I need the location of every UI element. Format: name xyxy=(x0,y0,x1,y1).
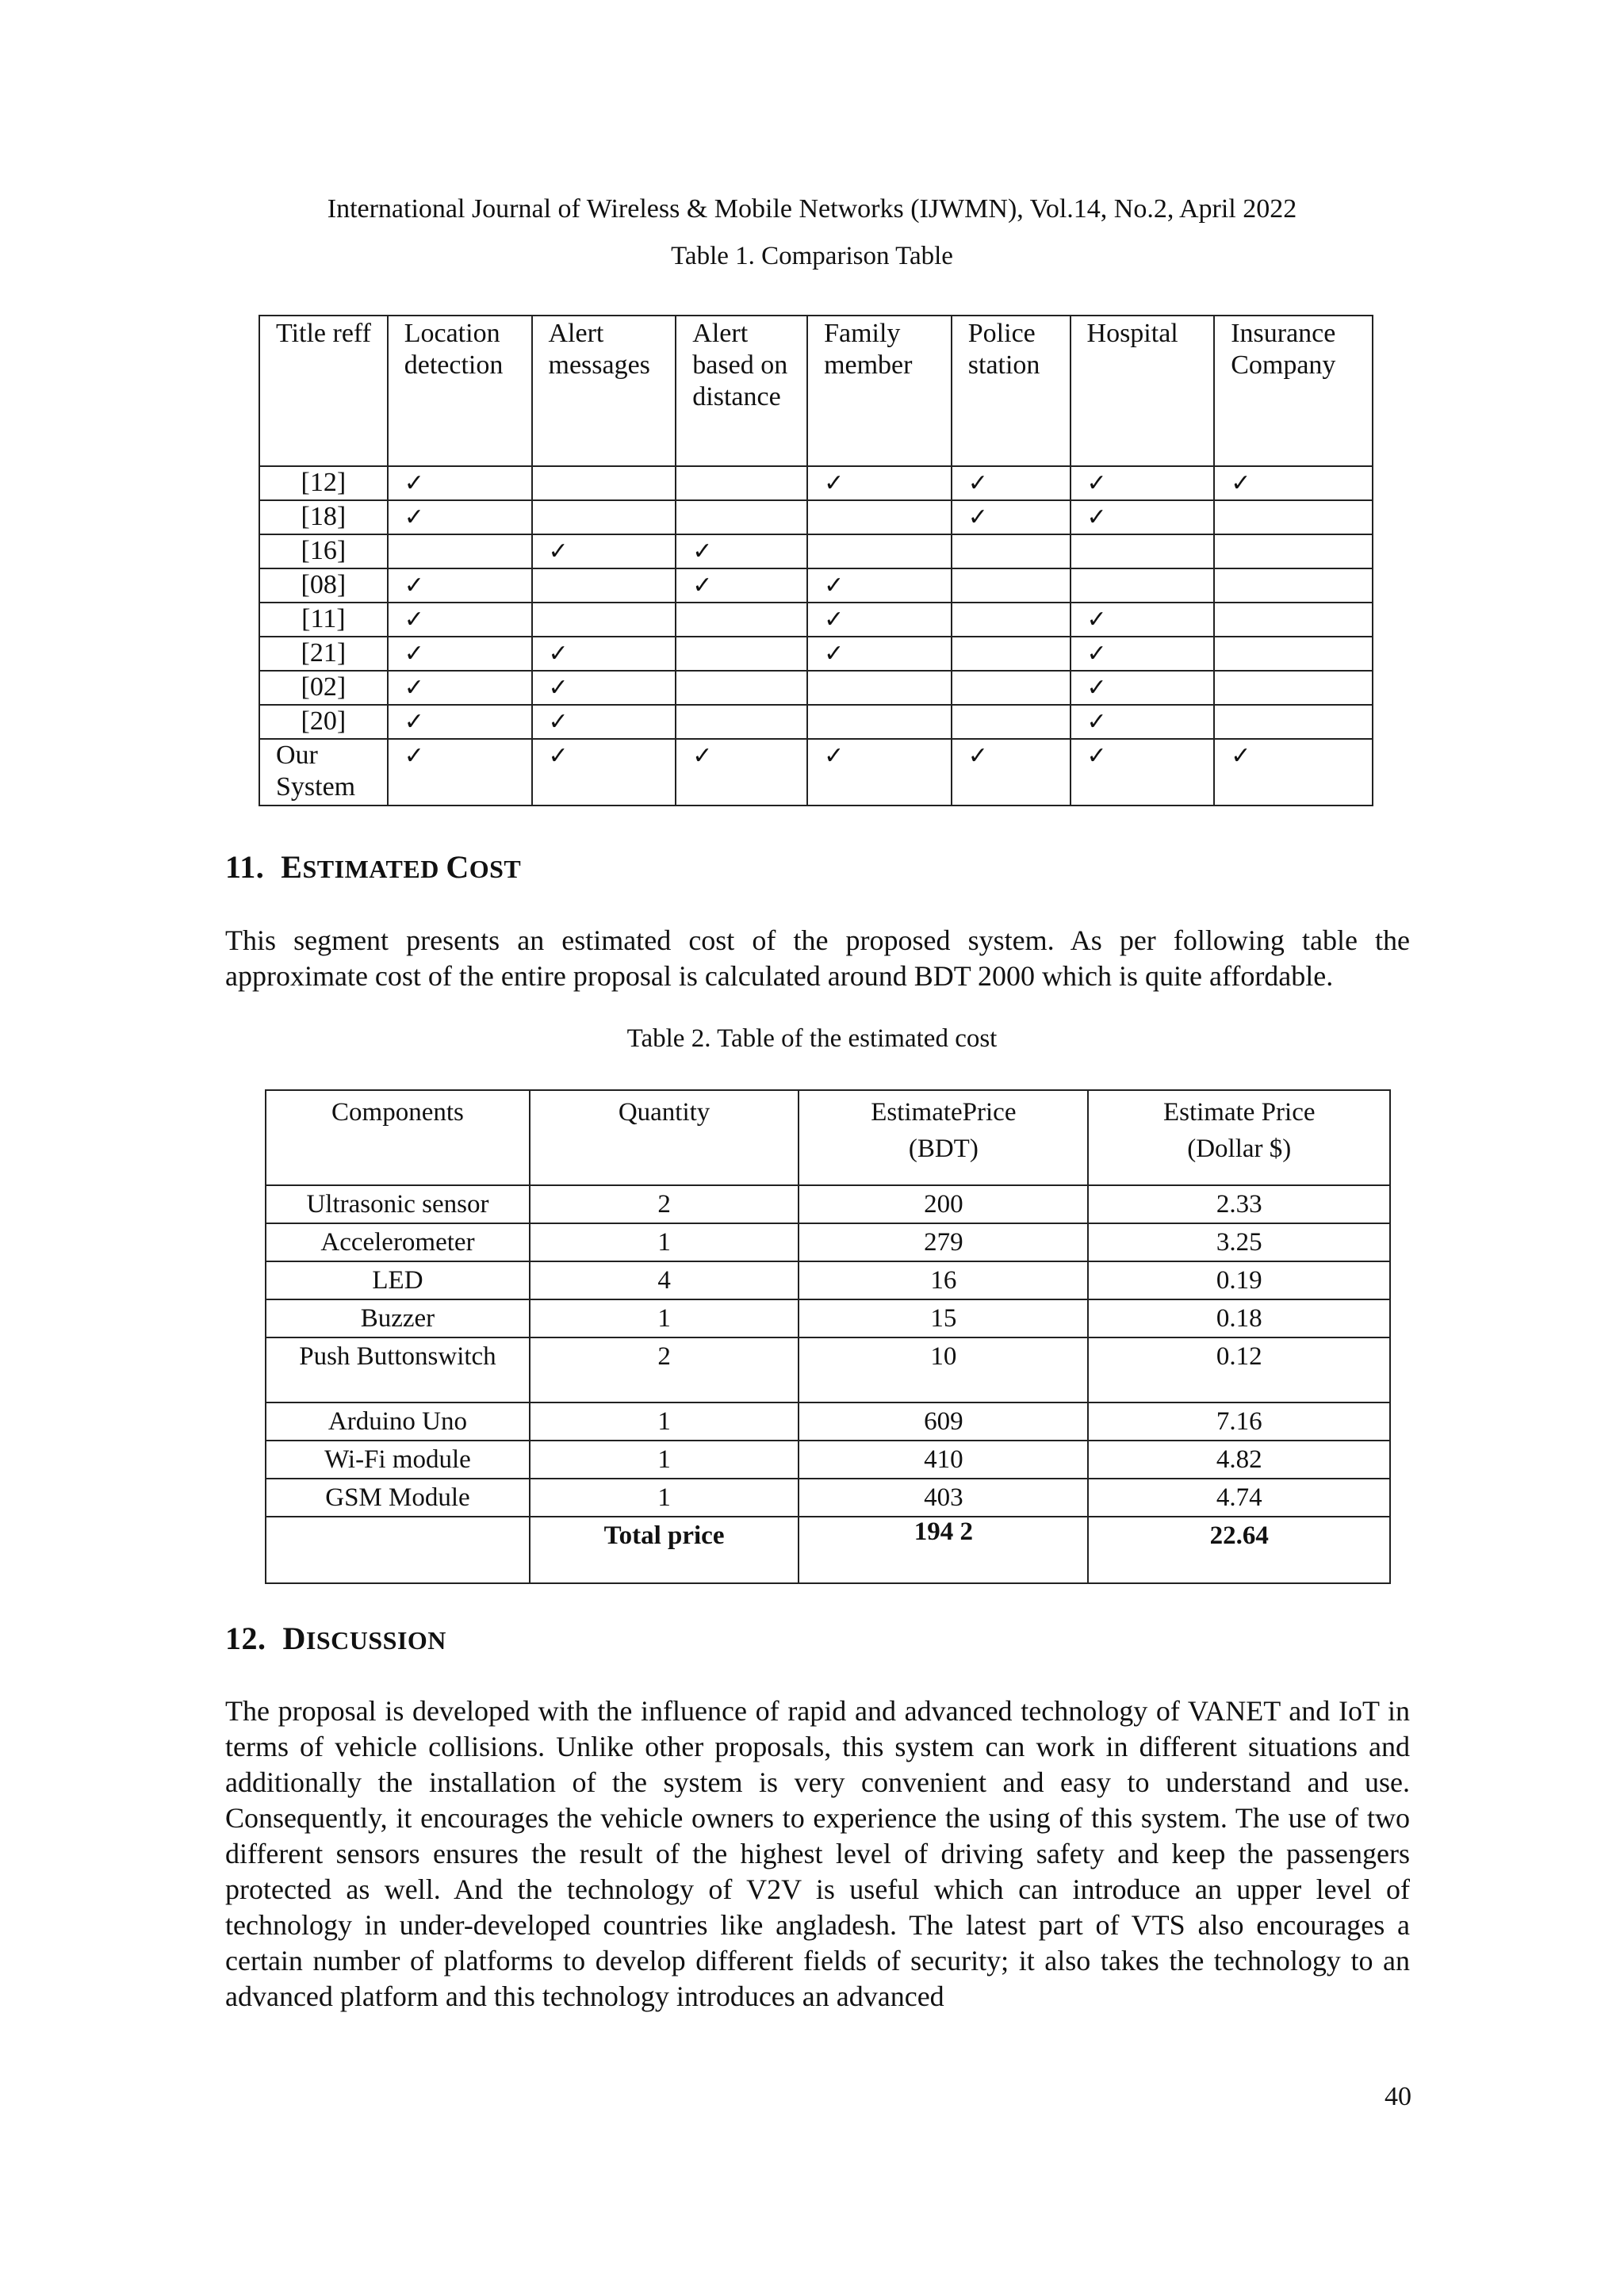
table-row xyxy=(266,1441,1390,1479)
feature-cell xyxy=(1071,671,1215,705)
feature-cell xyxy=(532,568,676,603)
cost-cell: 4 xyxy=(530,1261,799,1299)
section-11-paragraph: This segment presents an estimated cost of the proposed system. As per following table the approximate cost of the entire proposal is calculated around BDT 2000 which is quite affordable. xyxy=(225,924,1410,992)
table2-header-cell: EstimatePrice (BDT) xyxy=(799,1090,1088,1185)
cost-cell: Accelerometer xyxy=(266,1223,530,1261)
cost-cell: 2.33 xyxy=(1088,1185,1390,1223)
cost-cell: Buzzer xyxy=(266,1299,530,1337)
checkmark-icon: ✓ xyxy=(967,469,988,497)
cost-cell: Ultrasonic sensor xyxy=(266,1185,530,1223)
checkmark-icon: ✓ xyxy=(1086,708,1107,736)
feature-cell xyxy=(952,534,1071,568)
feature-cell xyxy=(388,705,532,739)
feature-cell xyxy=(952,705,1071,739)
cost-cell: 2 xyxy=(530,1185,799,1223)
checkmark-icon: ✓ xyxy=(548,742,569,770)
feature-cell xyxy=(532,739,676,806)
table2-header-cell: Quantity xyxy=(530,1090,799,1185)
checkmark-icon: ✓ xyxy=(404,674,424,702)
reference-cell: [21] xyxy=(259,637,388,671)
cost-cell: Push Buttonswitch xyxy=(266,1337,530,1402)
checkmark-icon: ✓ xyxy=(1231,469,1251,497)
feature-cell xyxy=(388,500,532,534)
cost-cell: 16 xyxy=(799,1261,1088,1299)
feature-cell xyxy=(1071,500,1215,534)
feature-cell xyxy=(388,739,532,806)
reference-cell: Our System xyxy=(259,739,388,806)
feature-cell xyxy=(807,705,952,739)
table-row xyxy=(259,671,1373,705)
reference-cell: [08] xyxy=(259,568,388,603)
feature-cell xyxy=(1071,637,1215,671)
reference-cell: [20] xyxy=(259,705,388,739)
cost-cell: 1 xyxy=(530,1223,799,1261)
feature-cell xyxy=(532,637,676,671)
feature-cell xyxy=(388,603,532,637)
cost-cell: 0.19 xyxy=(1088,1261,1390,1299)
total-cell: Total price xyxy=(530,1517,799,1583)
feature-cell xyxy=(676,637,807,671)
checkmark-icon: ✓ xyxy=(548,674,569,702)
feature-cell xyxy=(388,534,532,568)
feature-cell xyxy=(388,637,532,671)
feature-cell xyxy=(807,671,952,705)
table1-header-cell: Insurance Company xyxy=(1214,316,1373,466)
total-cell: 194 2 xyxy=(799,1517,1088,1583)
feature-cell xyxy=(532,671,676,705)
cost-cell: 15 xyxy=(799,1299,1088,1337)
feature-cell xyxy=(1214,534,1373,568)
checkmark-icon: ✓ xyxy=(404,469,424,497)
checkmark-icon: ✓ xyxy=(824,572,845,599)
section-number: 12. xyxy=(225,1621,266,1656)
table2-caption: Table 2. Table of the estimated cost xyxy=(626,1024,998,1053)
feature-cell xyxy=(532,603,676,637)
feature-cell xyxy=(1071,466,1215,500)
feature-cell xyxy=(532,500,676,534)
reference-cell: [16] xyxy=(259,534,388,568)
checkmark-icon: ✓ xyxy=(1086,606,1107,633)
cost-cell: 1 xyxy=(530,1479,799,1517)
table-row xyxy=(259,705,1373,739)
checkmark-icon: ✓ xyxy=(967,503,988,531)
reference-cell: [11] xyxy=(259,603,388,637)
checkmark-icon: ✓ xyxy=(967,742,988,770)
feature-cell xyxy=(952,500,1071,534)
checkmark-icon: ✓ xyxy=(692,742,713,770)
table1-header-cell: Alert based on distance xyxy=(676,316,807,466)
feature-cell xyxy=(807,603,952,637)
table2-header-cell: Components xyxy=(266,1090,530,1185)
table-row xyxy=(266,1299,1390,1337)
estimated-cost-table xyxy=(265,1089,1391,1584)
total-cell: 22.64 xyxy=(1088,1517,1390,1583)
cost-cell: 2 xyxy=(530,1337,799,1402)
checkmark-icon: ✓ xyxy=(1086,503,1107,531)
feature-cell xyxy=(676,568,807,603)
table-row xyxy=(259,637,1373,671)
feature-cell xyxy=(676,466,807,500)
checkmark-icon: ✓ xyxy=(824,469,845,497)
feature-cell xyxy=(676,603,807,637)
feature-cell xyxy=(807,637,952,671)
table1-caption: Table 1. Comparison Table xyxy=(671,242,953,270)
table-row xyxy=(259,568,1373,603)
feature-cell xyxy=(952,739,1071,806)
feature-cell xyxy=(532,534,676,568)
checkmark-icon: ✓ xyxy=(404,572,424,599)
feature-cell xyxy=(807,466,952,500)
checkmark-icon: ✓ xyxy=(548,708,569,736)
page-number: 40 xyxy=(1385,2082,1411,2111)
cost-cell: GSM Module xyxy=(266,1479,530,1517)
feature-cell xyxy=(952,637,1071,671)
feature-cell xyxy=(388,466,532,500)
cost-cell: 3.25 xyxy=(1088,1223,1390,1261)
cost-cell: 200 xyxy=(799,1185,1088,1223)
feature-cell xyxy=(952,603,1071,637)
feature-cell xyxy=(388,568,532,603)
table-row xyxy=(266,1223,1390,1261)
cost-cell: 4.82 xyxy=(1088,1441,1390,1479)
checkmark-icon: ✓ xyxy=(404,503,424,531)
cost-cell: Arduino Uno xyxy=(266,1402,530,1441)
feature-cell xyxy=(952,568,1071,603)
feature-cell xyxy=(807,568,952,603)
journal-header: International Journal of Wireless & Mobile Networks (IJWMN), Vol.14, No.2, April 2022 xyxy=(327,194,1297,224)
feature-cell xyxy=(676,705,807,739)
feature-cell xyxy=(1214,466,1373,500)
table-row xyxy=(266,1261,1390,1299)
feature-cell xyxy=(807,739,952,806)
cost-cell: 410 xyxy=(799,1441,1088,1479)
feature-cell xyxy=(532,705,676,739)
checkmark-icon: ✓ xyxy=(692,538,713,565)
total-row xyxy=(266,1517,1390,1583)
empty-cell xyxy=(266,1517,530,1583)
cost-cell: 1 xyxy=(530,1402,799,1441)
cost-cell: 609 xyxy=(799,1402,1088,1441)
feature-cell xyxy=(1071,705,1215,739)
table-row xyxy=(259,534,1373,568)
checkmark-icon: ✓ xyxy=(1086,674,1107,702)
feature-cell xyxy=(1214,739,1373,806)
cost-cell: 0.12 xyxy=(1088,1337,1390,1402)
checkmark-icon: ✓ xyxy=(1086,742,1107,770)
feature-cell xyxy=(1214,637,1373,671)
table-row xyxy=(259,466,1373,500)
reference-cell: [18] xyxy=(259,500,388,534)
cost-cell: 10 xyxy=(799,1337,1088,1402)
feature-cell xyxy=(807,534,952,568)
checkmark-icon: ✓ xyxy=(404,708,424,736)
checkmark-icon: ✓ xyxy=(404,606,424,633)
feature-cell xyxy=(532,466,676,500)
table-row xyxy=(259,500,1373,534)
cost-cell: 403 xyxy=(799,1479,1088,1517)
checkmark-icon: ✓ xyxy=(824,606,845,633)
table1-header-cell: Hospital xyxy=(1071,316,1215,466)
feature-cell xyxy=(676,671,807,705)
checkmark-icon: ✓ xyxy=(824,742,845,770)
checkmark-icon: ✓ xyxy=(1086,640,1107,668)
reference-cell: [02] xyxy=(259,671,388,705)
table-row xyxy=(266,1479,1390,1517)
table-row xyxy=(266,1185,1390,1223)
feature-cell xyxy=(807,500,952,534)
checkmark-icon: ✓ xyxy=(1086,469,1107,497)
feature-cell xyxy=(1071,603,1215,637)
reference-cell: [12] xyxy=(259,466,388,500)
comparison-table xyxy=(259,315,1373,806)
checkmark-icon: ✓ xyxy=(692,572,713,599)
table-row xyxy=(266,1402,1390,1441)
feature-cell xyxy=(1214,500,1373,534)
feature-cell xyxy=(952,671,1071,705)
section-number: 11. xyxy=(225,849,265,885)
cost-cell: 1 xyxy=(530,1441,799,1479)
checkmark-icon: ✓ xyxy=(824,640,845,668)
section-12-paragraph: The proposal is developed with the influence of rapid and advanced technology of VANET and IoT in terms of vehicle collisions. Unlike other proposals, this system can work in different situations and additionally the installation of the system is very convenient and easy to understand and use. Consequently, it encourages the vehicle owners to experience the using of this system. The use of two different sensors ensures the result of the highest level of driving safety and keep the passengers protected as well. And the technology of V2V is useful which can introduce an upper level of technology in under-developed countries like angladesh. The latest part of VTS also encourages a certain number of platforms to develop different fields of security; it also takes the technology to an advanced platform and this technology introduces an advanced xyxy=(225,1695,1410,2012)
table1-header-cell: Title reff xyxy=(259,316,388,466)
feature-cell xyxy=(1214,568,1373,603)
table1-header-cell: Location detection xyxy=(388,316,532,466)
section-12-heading: 12. DISCUSSION xyxy=(225,1621,446,1656)
feature-cell xyxy=(676,534,807,568)
table2-header-cell: Estimate Price (Dollar $) xyxy=(1088,1090,1390,1185)
checkmark-icon: ✓ xyxy=(404,640,424,668)
feature-cell xyxy=(1214,671,1373,705)
cost-cell: LED xyxy=(266,1261,530,1299)
table1-header-cell: Family member xyxy=(807,316,952,466)
table-row xyxy=(259,603,1373,637)
cost-cell: 0.18 xyxy=(1088,1299,1390,1337)
feature-cell xyxy=(1214,603,1373,637)
feature-cell xyxy=(1214,705,1373,739)
section-11-heading: 11. ESTIMATED COST xyxy=(225,849,522,885)
cost-cell: Wi-Fi module xyxy=(266,1441,530,1479)
feature-cell xyxy=(676,500,807,534)
feature-cell xyxy=(1071,568,1215,603)
cost-cell: 279 xyxy=(799,1223,1088,1261)
checkmark-icon: ✓ xyxy=(548,538,569,565)
cost-cell: 4.74 xyxy=(1088,1479,1390,1517)
cost-cell: 1 xyxy=(530,1299,799,1337)
table1-header-cell: Alert messages xyxy=(532,316,676,466)
checkmark-icon: ✓ xyxy=(548,640,569,668)
feature-cell xyxy=(1071,739,1215,806)
feature-cell xyxy=(388,671,532,705)
feature-cell xyxy=(1071,534,1215,568)
feature-cell xyxy=(676,739,807,806)
feature-cell xyxy=(952,466,1071,500)
table-row xyxy=(266,1337,1390,1402)
table-row xyxy=(259,739,1373,806)
checkmark-icon: ✓ xyxy=(404,742,424,770)
cost-cell: 7.16 xyxy=(1088,1402,1390,1441)
table1-header-cell: Police station xyxy=(952,316,1071,466)
checkmark-icon: ✓ xyxy=(1231,742,1251,770)
